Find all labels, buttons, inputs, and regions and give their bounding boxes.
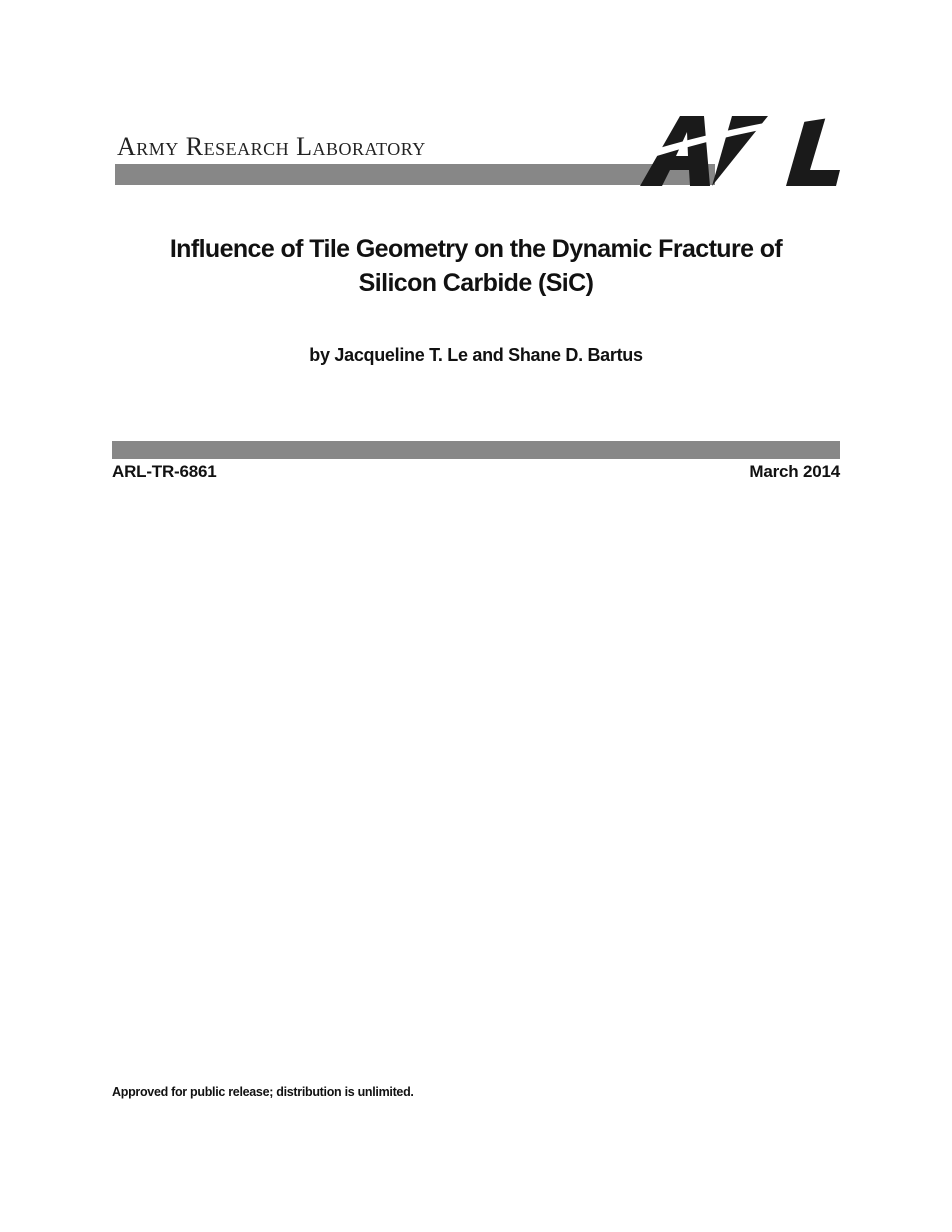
authors: by Jacqueline T. Le and Shane D. Bartus [309,345,643,365]
report-date: March 2014 [749,462,840,481]
arl-logo-icon [640,108,843,188]
header-bar [115,164,715,185]
report-header [115,108,843,188]
divider-bar [112,441,840,459]
lab-name: Army Research Laboratory [117,132,426,161]
title-line-2: Silicon Carbide (SiC) [358,269,594,297]
title-line-1: Influence of Tile Geometry on the Dynamic Fracture of [169,235,783,263]
report-number: ARL-TR-6861 [112,462,217,481]
distribution-statement: Approved for public release; distribution is unlimited. [112,1085,414,1099]
report-title [100,232,852,300]
